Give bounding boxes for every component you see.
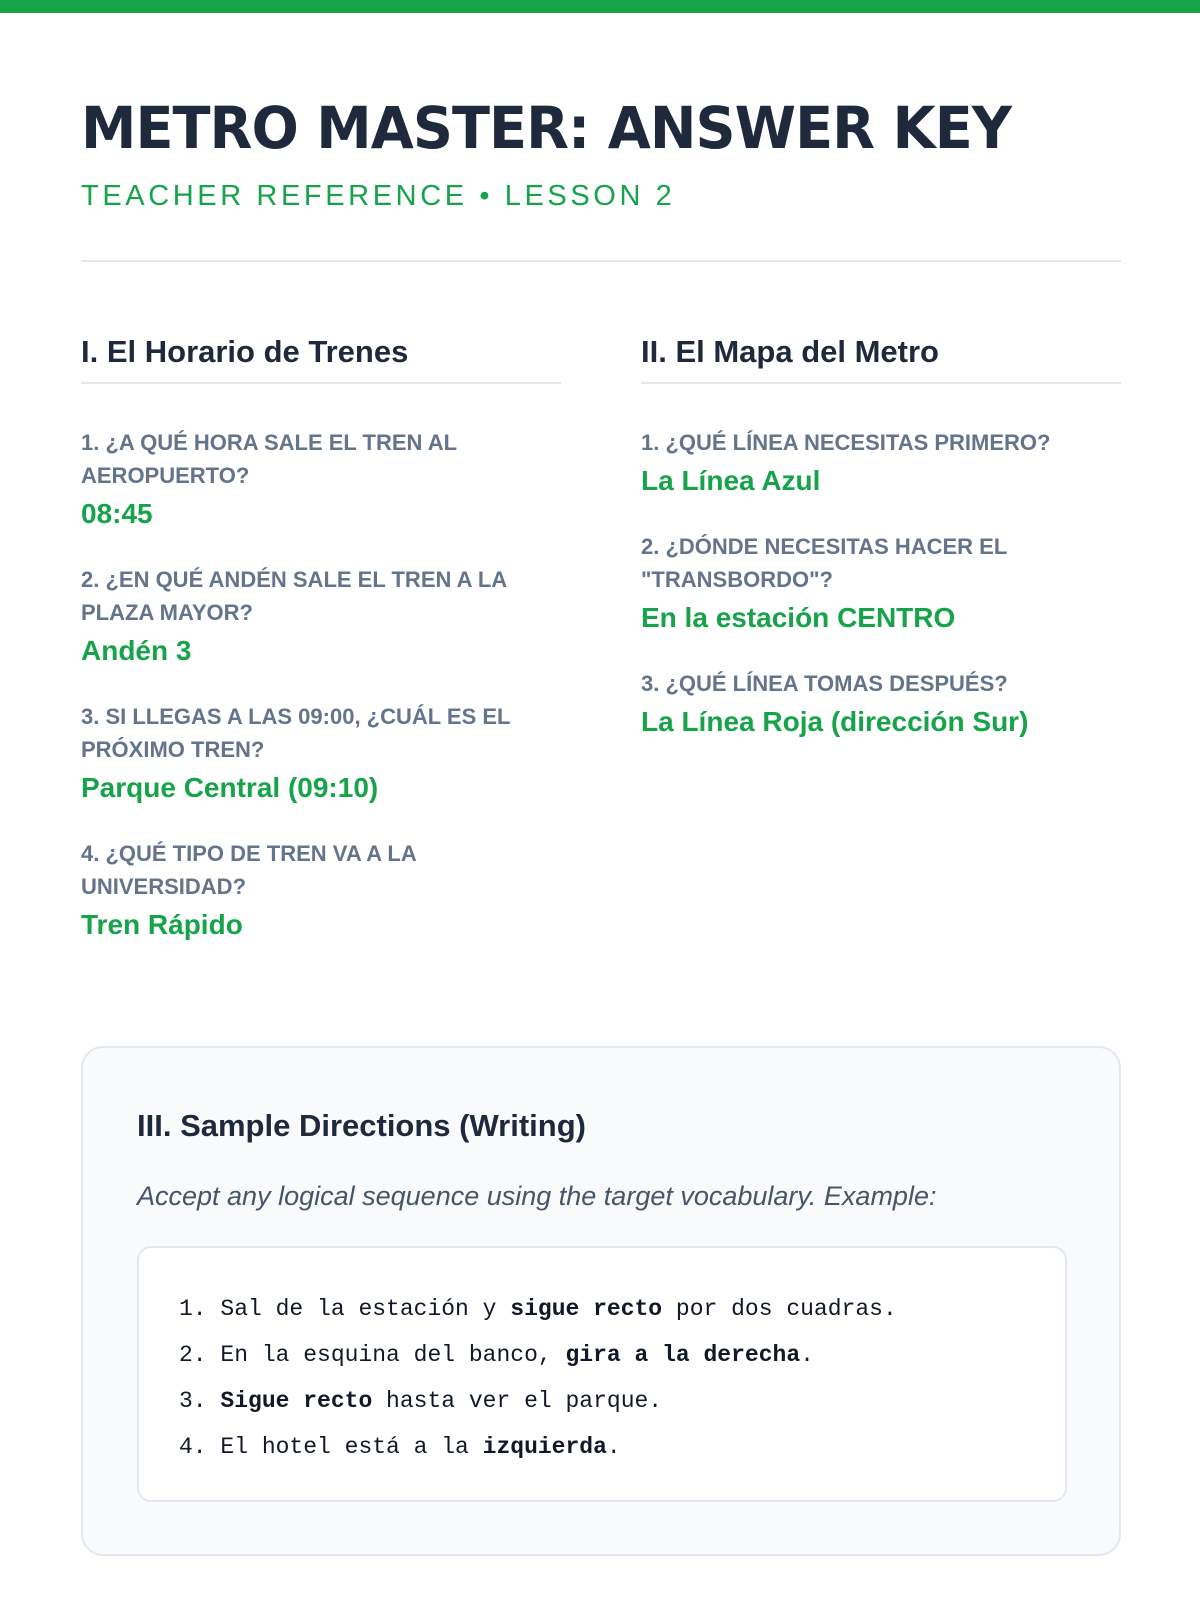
answer-text: La Línea Azul	[641, 465, 821, 496]
question-text: 3. ¿QUÉ LÍNEA TOMAS DESPUÉS?	[641, 671, 1008, 696]
section-metro-map	[641, 330, 1121, 771]
sample-directions-card	[81, 1046, 1121, 1556]
question-text: 1. ¿QUÉ LÍNEA NECESITAS PRIMERO?	[641, 430, 1051, 455]
direction-number: 4.	[179, 1434, 221, 1460]
question-text: 3. SI LLEGAS A LAS 09:00, ¿CUÁL ES EL PRÓXIMO TREN?	[81, 704, 511, 762]
section-train-schedule	[81, 330, 561, 974]
top-accent-bar	[0, 0, 1200, 13]
section-divider	[641, 382, 1121, 384]
question-item	[641, 530, 1121, 639]
direction-text: En la esquina del banco,	[220, 1342, 566, 1368]
direction-text: Sal de la estación y	[220, 1296, 511, 1322]
answer-text: La Línea Roja (dirección Sur)	[641, 706, 1029, 737]
direction-line	[179, 1424, 1025, 1470]
direction-text: por dos cuadras.	[662, 1296, 897, 1322]
section-divider	[81, 382, 561, 384]
answer-text: Parque Central (09:10)	[81, 772, 379, 803]
direction-text: .	[606, 1434, 621, 1460]
answer-text: Andén 3	[81, 635, 192, 666]
direction-number: 3.	[179, 1388, 221, 1414]
section-title: I. El Horario de Trenes	[81, 334, 409, 369]
question-item	[81, 837, 561, 946]
direction-keyword: izquierda	[482, 1434, 607, 1460]
direction-keyword: Sigue recto	[220, 1388, 373, 1414]
section-title: II. El Mapa del Metro	[641, 334, 939, 369]
question-text: 1. ¿A QUÉ HORA SALE EL TREN AL AEROPUERTO?	[81, 430, 457, 488]
page-title: METRO MASTER: ANSWER KEY	[81, 94, 1012, 162]
question-text: 2. ¿DÓNDE NECESITAS HACER EL "TRANSBORDO"?	[641, 534, 1007, 592]
direction-text: hasta ver el parque.	[372, 1388, 663, 1414]
direction-line	[179, 1286, 1025, 1332]
answer-text: En la estación CENTRO	[641, 602, 956, 633]
direction-number: 1.	[179, 1296, 221, 1322]
direction-keyword: gira a la derecha	[565, 1342, 801, 1368]
answer-text: 08:45	[81, 498, 153, 529]
header-divider	[81, 260, 1121, 262]
section-title: III. Sample Directions (Writing)	[137, 1108, 586, 1143]
page-subtitle: TEACHER REFERENCE • LESSON 2	[81, 180, 676, 212]
direction-number: 2.	[179, 1342, 221, 1368]
question-item	[81, 426, 561, 535]
question-item	[641, 667, 1121, 743]
direction-line	[179, 1378, 1025, 1424]
question-text: 2. ¿EN QUÉ ANDÉN SALE EL TREN A LA PLAZA MAYOR?	[81, 567, 507, 625]
direction-keyword: sigue recto	[510, 1296, 663, 1322]
directions-box	[137, 1246, 1067, 1502]
direction-text: .	[800, 1342, 814, 1368]
instruction-note: Accept any logical sequence using the target vocabulary. Example:	[137, 1181, 937, 1211]
answer-text: Tren Rápido	[81, 909, 243, 940]
direction-text: El hotel está a la	[220, 1434, 483, 1460]
question-item	[641, 426, 1121, 502]
question-item	[81, 700, 561, 809]
question-item	[81, 563, 561, 672]
direction-line	[179, 1332, 1025, 1378]
question-text: 4. ¿QUÉ TIPO DE TREN VA A LA UNIVERSIDAD?	[81, 841, 416, 899]
